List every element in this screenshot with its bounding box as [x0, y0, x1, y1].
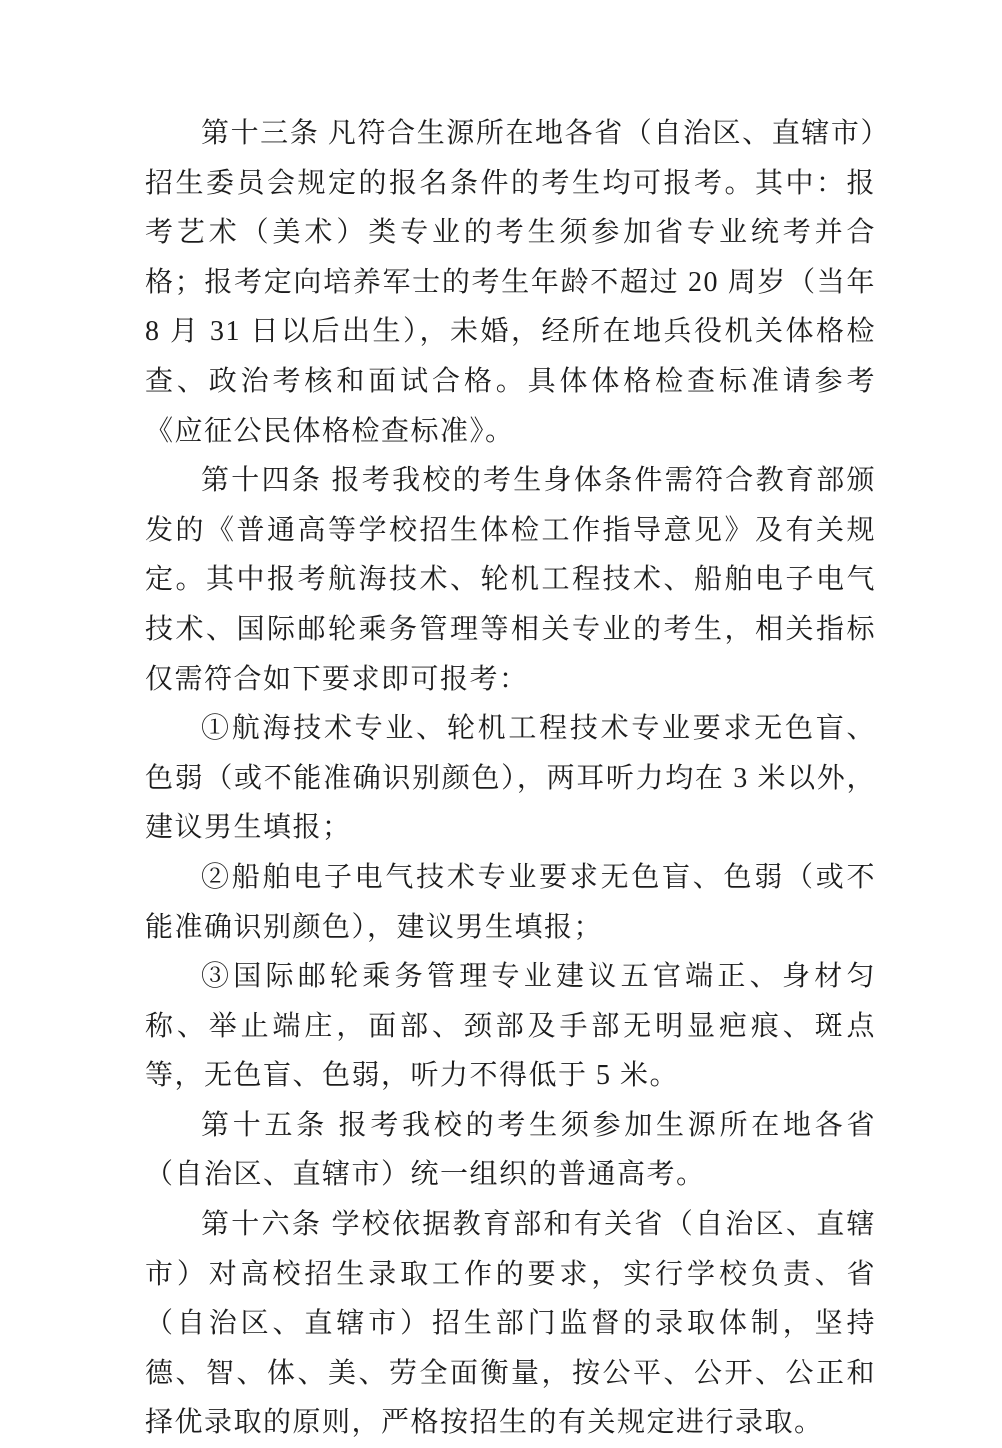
paragraph-article-14: 第十四条 报考我校的考生身体条件需符合教育部颁发的《普通高等学校招生体检工作指导意见》及有关规定。其中报考航海技术、轮机工程技术、船舶电子电气技术、国际邮轮乘务管理等相关专业的考生，相关指标仅需符合如下要求即可报考：	[145, 465, 876, 695]
paragraph-article-16: 第十六条 学校依据教育部和有关省（自治区、直辖市）对高校招生录取工作的要求，实行学校负责、省（自治区、直辖市）招生部门监督的录取体制，坚持德、智、体、美、劳全面衡量，按公平、公开、公正和择优录取的原则，严格按招生的有关规定进行录取。	[145, 1209, 876, 1439]
paragraph-article-15: 第十五条 报考我校的考生须参加生源所在地各省（自治区、直辖市）统一组织的普通高考。	[145, 1109, 876, 1191]
paragraph-requirement-2: ②船舶电子电气技术专业要求无色盲、色弱（或不能准确识别颜色），建议男生填报；	[145, 861, 876, 943]
paragraph-article-13: 第十三条 凡符合生源所在地各省（自治区、直辖市）招生委员会规定的报名条件的考生均可报考。其中：报考艺术（美术）类专业的考生须参加省专业统考并合格；报考定向培养军士的考生年龄不超过 20 周岁（当年 8 月 31 日以后出生），未婚，经所在地兵役机关体格检查、政治考核和面试合格。具体体格检查标准请参考《应征公民体格检查标准》。	[145, 118, 876, 447]
paragraph-requirement-1: ①航海技术专业、轮机工程技术专业要求无色盲、色弱（或不能准确识别颜色），两耳听力均在 3 米以外，建议男生填报；	[145, 713, 876, 844]
document-page	[145, 109, 876, 1448]
paragraph-requirement-3: ③国际邮轮乘务管理专业建议五官端正、身材匀称、举止端庄，面部、颈部及手部无明显疤痕、斑点等，无色盲、色弱，听力不得低于 5 米。	[145, 961, 876, 1092]
